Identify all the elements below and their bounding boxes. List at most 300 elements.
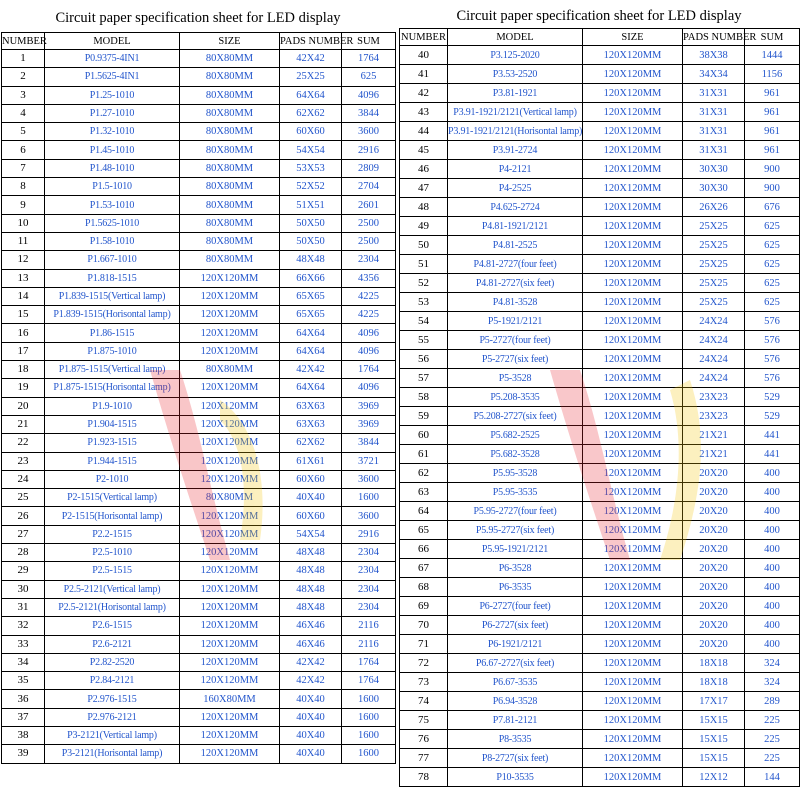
cell-model: P3.125-2020 — [448, 46, 583, 65]
cell-number: 72 — [400, 654, 448, 673]
cell-size: 80X80MM — [180, 68, 280, 86]
table-body — [2, 50, 396, 764]
cell-number: 32 — [2, 617, 45, 635]
cell-model: P3.53-2520 — [448, 65, 583, 84]
cell-model: P1.818-1515 — [45, 269, 180, 287]
cell-model: P1.904-1515 — [45, 415, 180, 433]
cell-size: 80X80MM — [180, 141, 280, 159]
cell-pads-number: 63X63 — [280, 397, 342, 415]
cell-sum: 400 — [745, 464, 800, 483]
cell-size: 120X120MM — [583, 65, 683, 84]
table-row — [2, 434, 396, 452]
cell-model: P5.95-2727(six feet) — [448, 521, 583, 540]
table-row — [2, 123, 396, 141]
cell-model: P2.6-1515 — [45, 617, 180, 635]
cell-pads-number: 20X20 — [683, 540, 745, 559]
cell-sum: 4096 — [342, 324, 396, 342]
table-row — [400, 274, 800, 293]
cell-size: 120X120MM — [180, 617, 280, 635]
cell-number: 12 — [2, 251, 45, 269]
cell-pads-number: 31X31 — [683, 103, 745, 122]
cell-pads-number: 25X25 — [683, 217, 745, 236]
cell-number: 18 — [2, 361, 45, 379]
cell-model: P6-3528 — [448, 559, 583, 578]
cell-sum: 900 — [745, 160, 800, 179]
table-header-row — [400, 29, 800, 46]
cell-model: P3.81-1921 — [448, 84, 583, 103]
cell-size: 80X80MM — [180, 232, 280, 250]
cell-pads-number: 53X53 — [280, 159, 342, 177]
cell-model: P2.5-2121(Vertical lamp) — [45, 580, 180, 598]
cell-number: 62 — [400, 464, 448, 483]
cell-pads-number: 42X42 — [280, 653, 342, 671]
cell-pads-number: 64X64 — [280, 324, 342, 342]
cell-model: P5.95-3535 — [448, 483, 583, 502]
cell-model: P3-2121(Horisontal lamp) — [45, 745, 180, 763]
cell-model: P5.95-2727(four feet) — [448, 502, 583, 521]
cell-sum: 1600 — [342, 708, 396, 726]
cell-model: P5.682-2525 — [448, 426, 583, 445]
cell-size: 120X120MM — [583, 369, 683, 388]
cell-sum: 3969 — [342, 415, 396, 433]
cell-model: P4.81-2525 — [448, 236, 583, 255]
cell-sum: 400 — [745, 578, 800, 597]
table-row — [400, 331, 800, 350]
cell-sum: 289 — [745, 692, 800, 711]
cell-pads-number: 51X51 — [280, 196, 342, 214]
cell-number: 31 — [2, 598, 45, 616]
cell-size: 120X120MM — [583, 350, 683, 369]
cell-number: 22 — [2, 434, 45, 452]
cell-model: P8-3535 — [448, 730, 583, 749]
cell-model: P3.91-1921/2121(Horisontal lamp) — [448, 122, 583, 141]
cell-size: 120X120MM — [180, 544, 280, 562]
cell-sum: 2704 — [342, 178, 396, 196]
cell-model: P1.58-1010 — [45, 232, 180, 250]
cell-number: 44 — [400, 122, 448, 141]
cell-size: 120X120MM — [583, 122, 683, 141]
cell-pads-number: 64X64 — [280, 86, 342, 104]
cell-model: P1.48-1010 — [45, 159, 180, 177]
table-row — [400, 350, 800, 369]
cell-size: 80X80MM — [180, 159, 280, 177]
cell-model: P1.944-1515 — [45, 452, 180, 470]
cell-sum: 4225 — [342, 306, 396, 324]
cell-size: 120X120MM — [583, 483, 683, 502]
cell-model: P2.5-2121(Horisontal lamp) — [45, 598, 180, 616]
cell-size: 120X120MM — [583, 749, 683, 768]
cell-sum: 225 — [745, 711, 800, 730]
cell-sum: 576 — [745, 350, 800, 369]
table-row — [400, 65, 800, 84]
cell-pads-number: 61X61 — [280, 452, 342, 470]
cell-sum: 625 — [745, 255, 800, 274]
cell-size: 120X120MM — [583, 540, 683, 559]
cell-pads-number: 66X66 — [280, 269, 342, 287]
cell-model: P8-2727(six feet) — [448, 749, 583, 768]
table-row — [2, 489, 396, 507]
cell-model: P6-2727(six feet) — [448, 616, 583, 635]
cell-size: 120X120MM — [583, 578, 683, 597]
cell-size: 160X80MM — [180, 690, 280, 708]
cell-model: P2.2-1515 — [45, 525, 180, 543]
cell-pads-number: 52X52 — [280, 178, 342, 196]
table-row — [400, 654, 800, 673]
cell-pads-number: 48X48 — [280, 580, 342, 598]
table-row — [2, 598, 396, 616]
cell-pads-number: 65X65 — [280, 287, 342, 305]
table-row — [2, 159, 396, 177]
cell-pads-number: 20X20 — [683, 635, 745, 654]
cell-number: 48 — [400, 198, 448, 217]
cell-pads-number: 40X40 — [280, 690, 342, 708]
cell-pads-number: 25X25 — [683, 236, 745, 255]
cell-pads-number: 38X38 — [683, 46, 745, 65]
cell-model: P4.81-2727(six feet) — [448, 274, 583, 293]
table-row — [2, 415, 396, 433]
cell-sum: 3844 — [342, 434, 396, 452]
cell-model: P2-1515(Horisontal lamp) — [45, 507, 180, 525]
table-row — [2, 379, 396, 397]
cell-sum: 576 — [745, 331, 800, 350]
cell-size: 120X120MM — [180, 726, 280, 744]
cell-pads-number: 24X24 — [683, 312, 745, 331]
cell-sum: 4096 — [342, 379, 396, 397]
cell-pads-number: 50X50 — [280, 214, 342, 232]
cell-model: P1.875-1515(Horisontal lamp) — [45, 379, 180, 397]
cell-model: P1.923-1515 — [45, 434, 180, 452]
cell-number: 63 — [400, 483, 448, 502]
cell-size: 120X120MM — [180, 745, 280, 763]
table-row — [400, 559, 800, 578]
cell-size: 120X120MM — [180, 672, 280, 690]
header-sum: SUM — [745, 29, 800, 46]
header-pads-number: PADS NUMBER — [280, 33, 342, 50]
cell-model: P2.5-1515 — [45, 562, 180, 580]
cell-pads-number: 23X23 — [683, 388, 745, 407]
cell-size: 120X120MM — [180, 708, 280, 726]
cell-pads-number: 48X48 — [280, 251, 342, 269]
cell-model: P7.81-2121 — [448, 711, 583, 730]
table-row — [400, 730, 800, 749]
table-row — [2, 708, 396, 726]
cell-number: 25 — [2, 489, 45, 507]
header-size: SIZE — [583, 29, 683, 46]
cell-pads-number: 48X48 — [280, 562, 342, 580]
sheet-title: Circuit paper specification sheet for LED display — [55, 10, 341, 26]
table-row — [400, 179, 800, 198]
cell-size: 120X120MM — [583, 597, 683, 616]
cell-number: 17 — [2, 342, 45, 360]
cell-model: P3.91-2724 — [448, 141, 583, 160]
cell-model: P6-2727(four feet) — [448, 597, 583, 616]
table-row — [2, 342, 396, 360]
cell-size: 120X120MM — [180, 470, 280, 488]
cell-number: 1 — [2, 50, 45, 68]
cell-model: P1.9-1010 — [45, 397, 180, 415]
table-row — [2, 50, 396, 68]
cell-size: 120X120MM — [583, 635, 683, 654]
table-row — [400, 597, 800, 616]
cell-sum: 1764 — [342, 50, 396, 68]
table-row — [2, 525, 396, 543]
cell-pads-number: 21X21 — [683, 426, 745, 445]
cell-sum: 1600 — [342, 690, 396, 708]
header-number: NUMBER — [2, 33, 45, 50]
cell-number: 51 — [400, 255, 448, 274]
cell-number: 59 — [400, 407, 448, 426]
cell-sum: 225 — [745, 730, 800, 749]
cell-sum: 1764 — [342, 672, 396, 690]
cell-number: 71 — [400, 635, 448, 654]
cell-sum: 4096 — [342, 342, 396, 360]
cell-number: 64 — [400, 502, 448, 521]
table-row — [400, 84, 800, 103]
cell-sum: 2601 — [342, 196, 396, 214]
header-size: SIZE — [180, 33, 280, 50]
cell-number: 19 — [2, 379, 45, 397]
table-row — [400, 426, 800, 445]
cell-number: 8 — [2, 178, 45, 196]
cell-model: P0.9375-4IN1 — [45, 50, 180, 68]
cell-number: 5 — [2, 123, 45, 141]
cell-pads-number: 40X40 — [280, 726, 342, 744]
cell-sum: 2116 — [342, 635, 396, 653]
cell-model: P10-3535 — [448, 768, 583, 787]
cell-pads-number: 24X24 — [683, 350, 745, 369]
cell-size: 120X120MM — [180, 562, 280, 580]
cell-number: 36 — [2, 690, 45, 708]
table-row — [400, 122, 800, 141]
cell-number: 56 — [400, 350, 448, 369]
table-row — [400, 445, 800, 464]
cell-pads-number: 40X40 — [280, 745, 342, 763]
cell-model: P1.27-1010 — [45, 104, 180, 122]
table-row — [2, 251, 396, 269]
cell-size: 120X120MM — [583, 84, 683, 103]
cell-sum: 2116 — [342, 617, 396, 635]
cell-sum: 625 — [342, 68, 396, 86]
table-row — [400, 749, 800, 768]
cell-pads-number: 60X60 — [280, 507, 342, 525]
cell-pads-number: 46X46 — [280, 617, 342, 635]
cell-sum: 324 — [745, 673, 800, 692]
cell-size: 80X80MM — [180, 178, 280, 196]
cell-size: 120X120MM — [180, 452, 280, 470]
cell-model: P1.25-1010 — [45, 86, 180, 104]
cell-size: 120X120MM — [180, 397, 280, 415]
table-row — [400, 141, 800, 160]
cell-size: 120X120MM — [583, 464, 683, 483]
table-row — [2, 178, 396, 196]
cell-pads-number: 31X31 — [683, 84, 745, 103]
table-row — [2, 507, 396, 525]
cell-pads-number: 63X63 — [280, 415, 342, 433]
cell-number: 16 — [2, 324, 45, 342]
table-body — [400, 46, 800, 787]
cell-model: P3.91-1921/2121(Vertical lamp) — [448, 103, 583, 122]
table-row — [400, 521, 800, 540]
cell-model: P5.208-2727(six feet) — [448, 407, 583, 426]
cell-model: P1.5625-4IN1 — [45, 68, 180, 86]
table-row — [2, 470, 396, 488]
cell-size: 120X120MM — [583, 407, 683, 426]
cell-model: P1.839-1515(Horisontal lamp) — [45, 306, 180, 324]
cell-model: P6-3535 — [448, 578, 583, 597]
cell-pads-number: 21X21 — [683, 445, 745, 464]
header-sum: SUM — [342, 33, 396, 50]
cell-sum: 529 — [745, 388, 800, 407]
table-row — [2, 86, 396, 104]
cell-size: 120X120MM — [180, 580, 280, 598]
cell-sum: 4225 — [342, 287, 396, 305]
cell-sum: 1764 — [342, 653, 396, 671]
cell-sum: 1600 — [342, 489, 396, 507]
cell-number: 6 — [2, 141, 45, 159]
table-row — [2, 232, 396, 250]
cell-model: P6.67-3535 — [448, 673, 583, 692]
cell-pads-number: 54X54 — [280, 141, 342, 159]
cell-size: 120X120MM — [180, 653, 280, 671]
table-row — [400, 692, 800, 711]
table-row — [2, 562, 396, 580]
cell-pads-number: 42X42 — [280, 672, 342, 690]
cell-pads-number: 40X40 — [280, 489, 342, 507]
cell-number: 41 — [400, 65, 448, 84]
cell-sum: 1156 — [745, 65, 800, 84]
cell-number: 33 — [2, 635, 45, 653]
cell-model: P2.6-2121 — [45, 635, 180, 653]
cell-number: 66 — [400, 540, 448, 559]
cell-sum: 2809 — [342, 159, 396, 177]
cell-size: 120X120MM — [180, 342, 280, 360]
cell-pads-number: 62X62 — [280, 434, 342, 452]
cell-number: 50 — [400, 236, 448, 255]
cell-sum: 576 — [745, 369, 800, 388]
cell-size: 120X120MM — [583, 160, 683, 179]
cell-model: P1.45-1010 — [45, 141, 180, 159]
cell-number: 68 — [400, 578, 448, 597]
cell-pads-number: 65X65 — [280, 306, 342, 324]
cell-number: 37 — [2, 708, 45, 726]
table-row — [2, 745, 396, 763]
cell-number: 65 — [400, 521, 448, 540]
cell-number: 2 — [2, 68, 45, 86]
cell-number: 67 — [400, 559, 448, 578]
table-row — [2, 361, 396, 379]
cell-model: P4.625-2724 — [448, 198, 583, 217]
cell-model: P2.976-1515 — [45, 690, 180, 708]
cell-size: 120X120MM — [583, 616, 683, 635]
cell-number: 53 — [400, 293, 448, 312]
cell-sum: 625 — [745, 236, 800, 255]
cell-number: 23 — [2, 452, 45, 470]
cell-size: 120X120MM — [180, 306, 280, 324]
spec-sheet-left — [1, 4, 395, 764]
cell-size: 80X80MM — [180, 86, 280, 104]
cell-model: P5-2727(four feet) — [448, 331, 583, 350]
cell-number: 74 — [400, 692, 448, 711]
cell-number: 38 — [2, 726, 45, 744]
table-row — [2, 324, 396, 342]
cell-size: 80X80MM — [180, 489, 280, 507]
cell-pads-number: 25X25 — [683, 293, 745, 312]
cell-number: 4 — [2, 104, 45, 122]
cell-pads-number: 18X18 — [683, 654, 745, 673]
cell-pads-number: 20X20 — [683, 616, 745, 635]
cell-model: P6-1921/2121 — [448, 635, 583, 654]
cell-size: 80X80MM — [180, 50, 280, 68]
cell-number: 10 — [2, 214, 45, 232]
cell-number: 78 — [400, 768, 448, 787]
cell-size: 120X120MM — [180, 324, 280, 342]
table-row — [400, 255, 800, 274]
cell-number: 57 — [400, 369, 448, 388]
cell-pads-number: 12X12 — [683, 768, 745, 787]
cell-number: 30 — [2, 580, 45, 598]
cell-sum: 625 — [745, 217, 800, 236]
cell-number: 76 — [400, 730, 448, 749]
cell-model: P2.976-2121 — [45, 708, 180, 726]
cell-sum: 625 — [745, 274, 800, 293]
cell-model: P1.32-1010 — [45, 123, 180, 141]
cell-model: P4-2121 — [448, 160, 583, 179]
cell-model: P4-2525 — [448, 179, 583, 198]
cell-model: P2-1515(Vertical lamp) — [45, 489, 180, 507]
header-model: MODEL — [448, 29, 583, 46]
cell-size: 80X80MM — [180, 361, 280, 379]
cell-size: 80X80MM — [180, 251, 280, 269]
cell-sum: 400 — [745, 502, 800, 521]
cell-sum: 2304 — [342, 598, 396, 616]
cell-model: P1.875-1515(Vertical lamp) — [45, 361, 180, 379]
cell-model: P2.82-2520 — [45, 653, 180, 671]
cell-size: 120X120MM — [583, 445, 683, 464]
cell-size: 120X120MM — [583, 331, 683, 350]
cell-pads-number: 31X31 — [683, 141, 745, 160]
cell-number: 70 — [400, 616, 448, 635]
cell-number: 75 — [400, 711, 448, 730]
table-row — [400, 407, 800, 426]
table-row — [400, 388, 800, 407]
cell-size: 120X120MM — [180, 379, 280, 397]
cell-sum: 324 — [745, 654, 800, 673]
cell-number: 42 — [400, 84, 448, 103]
cell-pads-number: 17X17 — [683, 692, 745, 711]
table-row — [2, 635, 396, 653]
table-row — [400, 578, 800, 597]
cell-sum: 225 — [745, 749, 800, 768]
cell-number: 39 — [2, 745, 45, 763]
cell-model: P1.5-1010 — [45, 178, 180, 196]
table-row — [400, 236, 800, 255]
cell-pads-number: 26X26 — [683, 198, 745, 217]
cell-model: P1.875-1010 — [45, 342, 180, 360]
cell-sum: 4096 — [342, 86, 396, 104]
cell-size: 120X120MM — [180, 269, 280, 287]
cell-pads-number: 40X40 — [280, 708, 342, 726]
cell-sum: 961 — [745, 141, 800, 160]
table-row — [400, 483, 800, 502]
cell-pads-number: 24X24 — [683, 369, 745, 388]
cell-pads-number: 48X48 — [280, 544, 342, 562]
cell-size: 120X120MM — [583, 559, 683, 578]
cell-pads-number: 50X50 — [280, 232, 342, 250]
table-header-row — [2, 33, 396, 50]
cell-size: 120X120MM — [583, 274, 683, 293]
cell-pads-number: 24X24 — [683, 331, 745, 350]
table-row — [400, 46, 800, 65]
